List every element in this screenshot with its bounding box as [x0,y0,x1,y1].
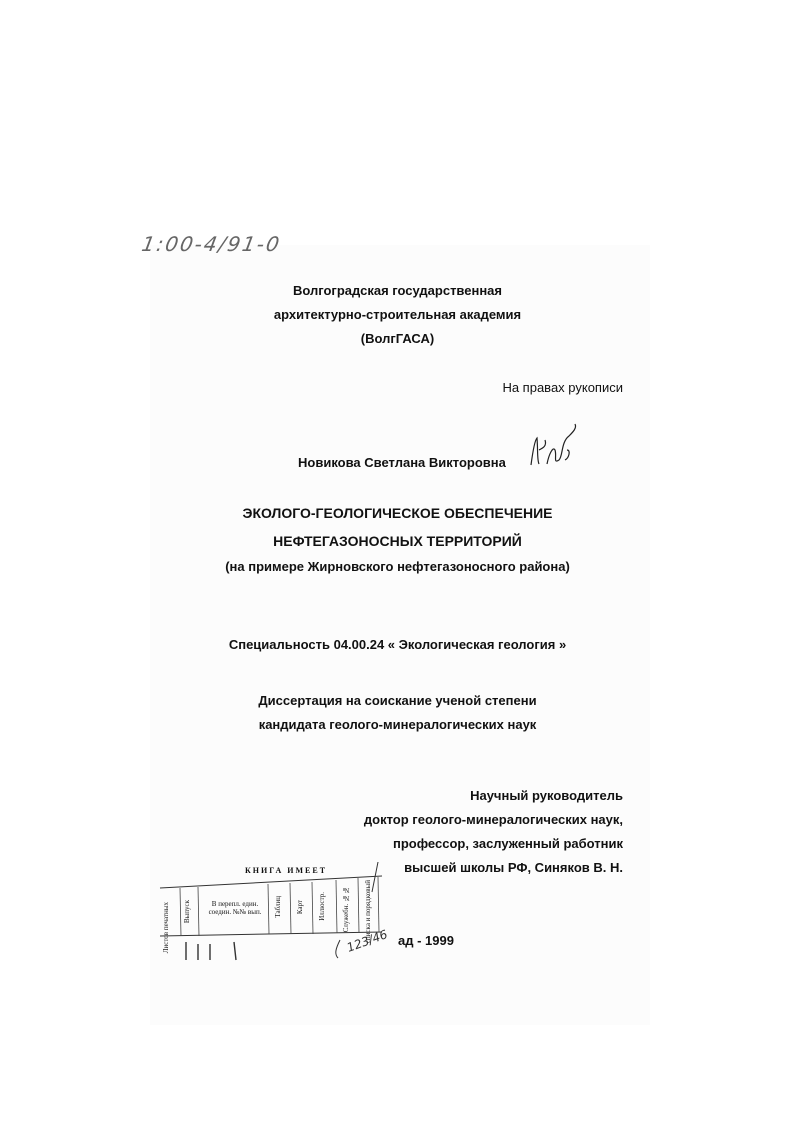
supervisor-line1: Научный руководитель [470,788,623,803]
archive-number: 1:00-4/91-0 [139,232,284,256]
institution-line2: архитектурно-строительная академия [273,307,522,322]
stamp-col-service: Служебн. №№ [342,886,350,933]
author-name: Новикова Светлана Викторовна [298,455,506,470]
supervisor-line4: высшей школы РФ, Синяков В. Н. [404,860,623,875]
supervisor-line3: профессор, заслуженный работник [392,836,623,851]
specialty: Специальность 04.00.24 « Экологическая геология » [228,637,567,652]
title-line1: ЭКОЛОГО-ГЕОЛОГИЧЕСКОЕ ОБЕСПЕЧЕНИЕ [242,505,553,521]
stamp-col-illustr: Иллюстр. [318,892,326,921]
stamp-col-issue: Выпуск [183,900,191,924]
degree-line1: Диссертация на соискание ученой степени [258,693,537,708]
institution-line1: Волгоградская государственная [292,283,502,298]
title-line2: НЕФТЕГАЗОНОСНЫХ ТЕРРИТОРИЙ [273,533,522,549]
library-stamp [150,862,390,962]
title-subtitle: (на примере Жирновского нефтегазоносного района) [225,559,570,574]
stamp-col-tables: Таблиц [274,896,282,918]
stamp-handwritten-number: 123/46 [344,927,390,955]
stamp-col-pages: Листов печатных [162,902,170,954]
institution-line3: (ВолгГАСА) [360,331,435,346]
degree-line2: кандидата геолого-минералогических наук [258,717,537,732]
place-year: ад - 1999 [398,933,454,948]
stamp-col-maps: Карт [296,900,304,915]
stamp-title: КНИГА ИМЕЕТ [245,866,328,875]
rights-note: На правах рукописи [502,380,623,395]
stamp-col-binding: В перепл. един. соедин. №№ вып. [208,900,262,916]
signature [525,420,585,480]
supervisor-line2: доктор геолого-минералогических наук, [363,812,623,827]
stamp-col-list: списка и порядковый [364,880,372,944]
